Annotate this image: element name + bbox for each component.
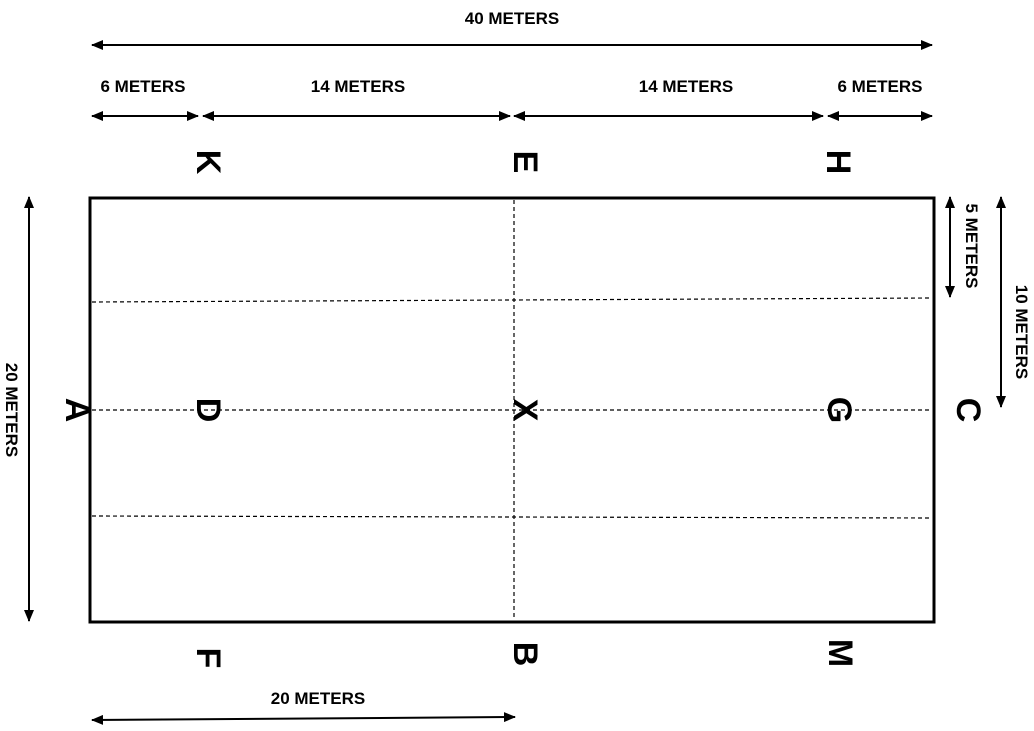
dim-label-half-width: 10 METERS	[1012, 284, 1031, 380]
dim-label-half-length: 20 METERS	[270, 689, 366, 708]
marker-d: D	[189, 397, 227, 423]
marker-m: M	[821, 638, 859, 668]
dim-label-corner-left: 6 METERS	[100, 77, 186, 96]
dim-arrow-half-length	[92, 717, 515, 720]
marker-a: A	[58, 397, 96, 423]
quarter-line-bottom	[92, 516, 932, 518]
dim-label-inner-right: 14 METERS	[638, 77, 734, 96]
marker-c: C	[949, 397, 987, 423]
marker-e: E	[506, 150, 544, 174]
marker-x: X	[506, 398, 544, 422]
quarter-line-top	[92, 298, 932, 302]
marker-h: H	[819, 149, 857, 175]
marker-g: G	[820, 396, 858, 424]
marker-b: B	[506, 641, 544, 667]
dim-label-corner-right: 6 METERS	[837, 77, 923, 96]
dim-label-quarter-width: 5 METERS	[962, 203, 981, 289]
dim-label-total-length: 40 METERS	[464, 9, 560, 28]
dim-label-inner-left: 14 METERS	[310, 77, 406, 96]
marker-k: K	[189, 149, 227, 175]
marker-f: F	[189, 647, 227, 669]
dim-label-width: 20 METERS	[2, 362, 21, 458]
